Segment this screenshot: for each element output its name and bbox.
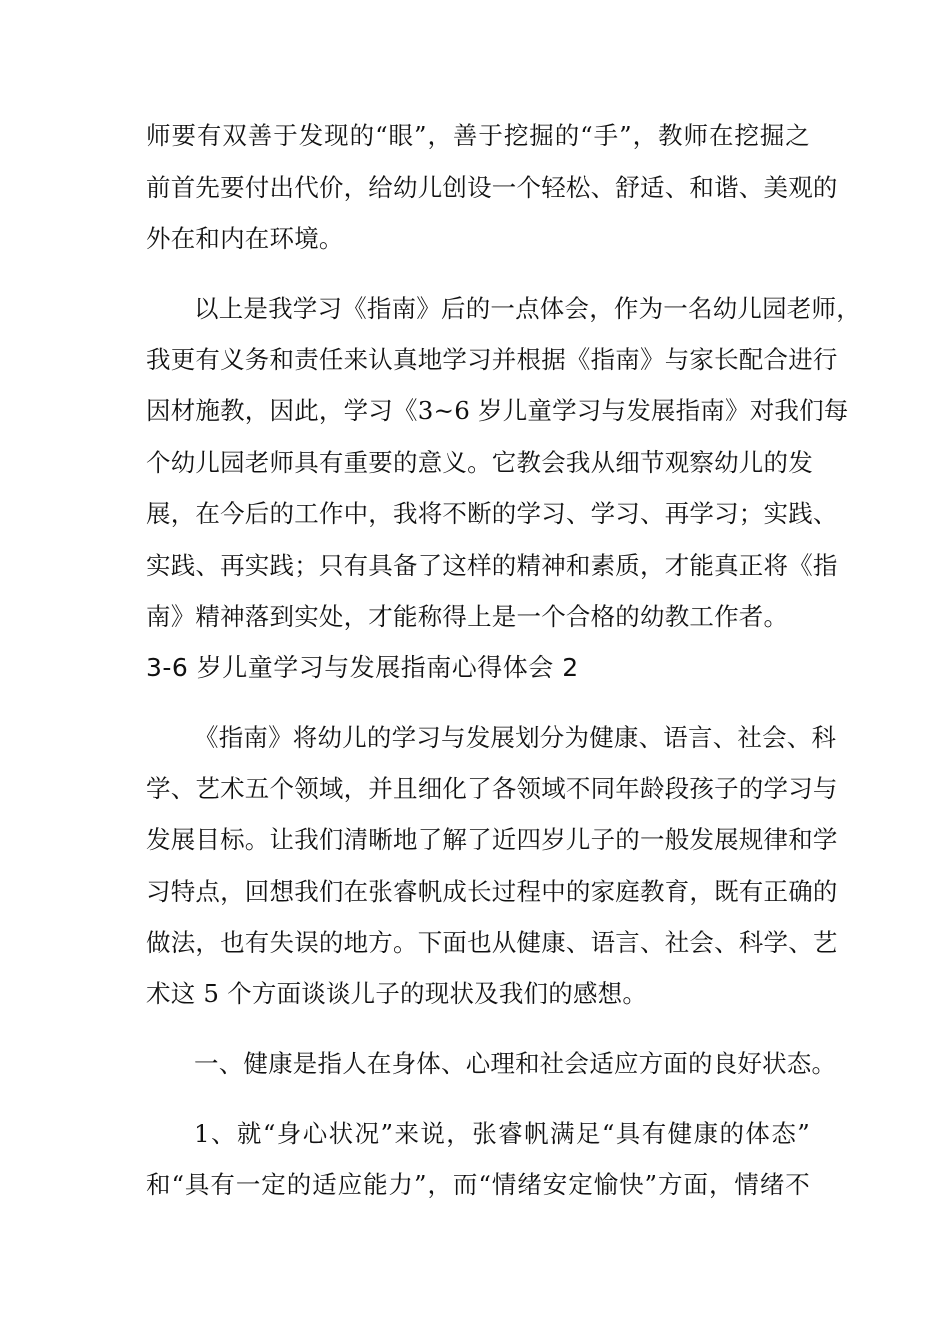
- text-line: 前首先要付出代价，给幼儿创设一个轻松、舒适、和谐、美观的: [146, 173, 838, 202]
- text-line: 一、健康是指人在身体、心理和社会适应方面的良好状态。: [194, 1049, 837, 1078]
- text-line: 做法，也有失误的地方。下面也从健康、语言、社会、科学、艺: [146, 928, 838, 957]
- section-heading: 3-6 岁儿童学习与发展指南心得体会 2: [146, 653, 579, 682]
- text-line: 《指南》将幼儿的学习与发展划分为健康、语言、社会、科: [194, 723, 837, 752]
- text-line: 展，在今后的工作中，我将不断的学习、学习、再学习；实践、: [146, 499, 838, 528]
- text-line: 实践、再实践；只有具备了这样的精神和素质，才能真正将《指: [146, 551, 838, 580]
- text-line: 学、艺术五个领域，并且细化了各领域不同年龄段孩子的学习与: [146, 774, 838, 803]
- text-line: 发展目标。让我们清晰地了解了近四岁儿子的一般发展规律和学: [146, 825, 838, 854]
- text-line: 和“具有一定的适应能力”，而“情绪安定愉快”方面，情绪不: [146, 1170, 810, 1199]
- text-line: 南》精神落到实处，才能称得上是一个合格的幼教工作者。: [146, 602, 789, 631]
- text-line: 因材施教，因此，学习《3~6 岁儿童学习与发展指南》对我们每: [146, 396, 849, 425]
- text-line: 习特点，回想我们在张睿帆成长过程中的家庭教育，既有正确的: [146, 877, 838, 906]
- text-line: 个幼儿园老师具有重要的意义。它教会我从细节观察幼儿的发: [146, 448, 813, 477]
- text-line: 外在和内在环境。: [146, 224, 344, 253]
- text-line: 1、就“身心状况”来说，张睿帆满足“具有健康的体态”: [194, 1119, 810, 1148]
- text-line: 我更有义务和责任来认真地学习并根据《指南》与家长配合进行: [146, 345, 838, 374]
- text-line: 师要有双善于发现的“眼”，善于挖掘的“手”，教师在挖掘之: [146, 121, 810, 150]
- text-line: 以上是我学习《指南》后的一点体会，作为一名幼儿园老师，: [194, 294, 861, 323]
- text-line: 术这 5 个方面谈谈儿子的现状及我们的感想。: [146, 979, 648, 1008]
